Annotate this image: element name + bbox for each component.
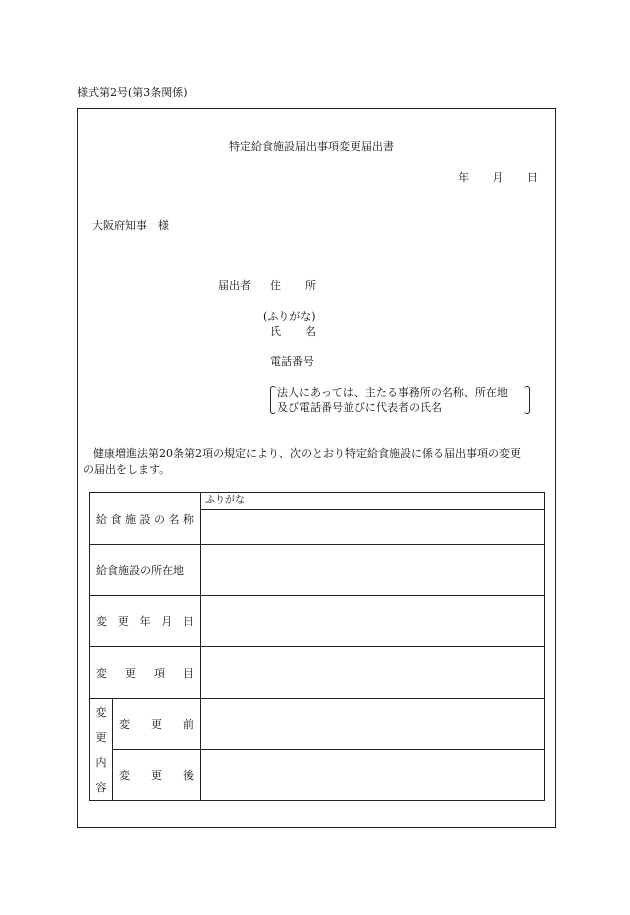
- facility-name-label: 給 食 施 設 の 名 称: [90, 493, 201, 545]
- addressee: 大阪府知事 様: [92, 219, 169, 232]
- table-row: [90, 545, 545, 596]
- form-title: 特定給食施設届出事項変更届出書: [229, 140, 394, 153]
- table-row: [90, 647, 545, 699]
- before-change-cell[interactable]: [201, 699, 545, 750]
- facility-name-cell[interactable]: [201, 493, 545, 545]
- table-row: [90, 493, 545, 545]
- table-row: [90, 596, 545, 647]
- applicant-label: 届出者: [218, 279, 251, 292]
- body-text-line1: 健康増進法第20条第2項の規定により、次のとおり特定給食施設に係る届出事項の変更: [93, 447, 521, 460]
- facility-location-label: 給食施設の所在地: [90, 545, 201, 596]
- left-bracket: [270, 386, 276, 414]
- table-row: [90, 699, 545, 750]
- name-label: 氏 名: [270, 325, 316, 338]
- before-change-label: 変 更 前: [113, 699, 201, 750]
- table-row: [90, 750, 545, 801]
- after-change-label: 変 更 後: [113, 750, 201, 801]
- change-table: [89, 492, 545, 801]
- facility-location-cell[interactable]: [201, 545, 545, 596]
- change-item-cell[interactable]: [201, 647, 545, 699]
- form-number: 様式第2号(第3条関係): [77, 86, 188, 99]
- body-text-line2: の届出をします。: [83, 463, 171, 476]
- phone-label: 電話番号: [270, 355, 314, 368]
- change-item-label: 変 更 項 目: [90, 647, 201, 699]
- after-change-cell[interactable]: [201, 750, 545, 801]
- furigana-label: (ふりがな): [263, 310, 316, 323]
- corporation-note-line1: 法人にあっては、主たる事務所の名称、所在地: [277, 386, 508, 399]
- month-label: 月: [492, 171, 504, 184]
- change-date-cell[interactable]: [201, 596, 545, 647]
- year-label: 年: [458, 171, 469, 184]
- change-date-label: 変 更 年 月 日: [90, 596, 201, 647]
- date-line: [458, 172, 538, 183]
- day-label: 日: [527, 171, 538, 184]
- corporation-note-line2: 及び電話番号並びに代表者の氏名: [277, 401, 442, 414]
- right-bracket: [524, 386, 530, 414]
- furigana-subcell: ふりがな: [201, 493, 544, 510]
- change-content-label: 変 更 内 容: [90, 699, 113, 801]
- address-label: 住 所: [270, 279, 316, 292]
